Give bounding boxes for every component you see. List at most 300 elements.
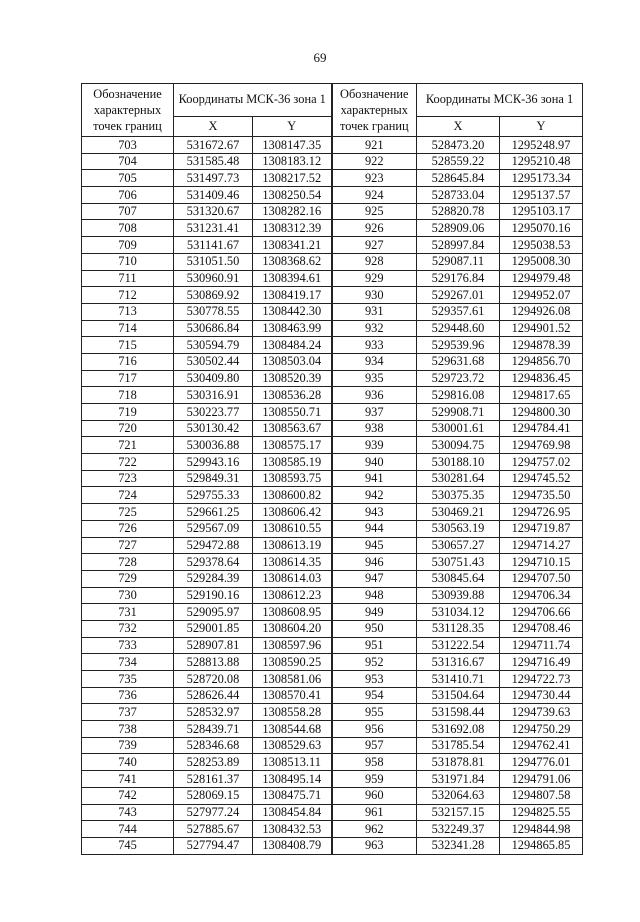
cell-x-left: 529472.88 xyxy=(174,537,253,554)
cell-x-right: 530188.10 xyxy=(417,454,500,471)
cell-x-left: 530223.77 xyxy=(174,404,253,421)
cell-y-right: 1294807.58 xyxy=(500,787,583,804)
header-point-label-right: Обозначение характерных точек границ xyxy=(332,84,417,137)
cell-x-left: 529190.16 xyxy=(174,587,253,604)
cell-y-left: 1308513.11 xyxy=(253,754,332,771)
header-x-right: X xyxy=(417,116,500,136)
cell-x-right: 530845.64 xyxy=(417,570,500,587)
table-row xyxy=(82,253,583,270)
table-row xyxy=(82,570,583,587)
cell-point-id-right: 922 xyxy=(332,153,417,170)
cell-y-left: 1308475.71 xyxy=(253,787,332,804)
cell-point-id-left: 736 xyxy=(82,687,174,704)
cell-y-left: 1308312.39 xyxy=(253,220,332,237)
cell-x-right: 531034.12 xyxy=(417,604,500,621)
cell-y-right: 1294714.27 xyxy=(500,537,583,554)
cell-x-right: 531316.67 xyxy=(417,654,500,671)
cell-point-id-left: 713 xyxy=(82,303,174,320)
cell-point-id-left: 704 xyxy=(82,153,174,170)
cell-x-left: 528069.15 xyxy=(174,787,253,804)
cell-x-left: 530409.80 xyxy=(174,370,253,387)
cell-y-right: 1294825.55 xyxy=(500,804,583,821)
cell-x-right: 531692.08 xyxy=(417,721,500,738)
cell-y-right: 1294707.50 xyxy=(500,570,583,587)
cell-x-right: 529176.84 xyxy=(417,270,500,287)
cell-point-id-right: 933 xyxy=(332,337,417,354)
cell-y-left: 1308250.54 xyxy=(253,187,332,204)
cell-x-left: 530686.84 xyxy=(174,320,253,337)
cell-point-id-left: 718 xyxy=(82,387,174,404)
cell-point-id-left: 706 xyxy=(82,187,174,204)
cell-y-left: 1308590.25 xyxy=(253,654,332,671)
cell-point-id-left: 707 xyxy=(82,203,174,220)
table-row xyxy=(82,537,583,554)
cell-x-left: 528720.08 xyxy=(174,671,253,688)
cell-x-right: 528473.20 xyxy=(417,137,500,154)
cell-x-left: 529001.85 xyxy=(174,620,253,637)
cell-x-right: 529816.08 xyxy=(417,387,500,404)
cell-point-id-left: 737 xyxy=(82,704,174,721)
cell-point-id-right: 921 xyxy=(332,137,417,154)
cell-x-right: 531128.35 xyxy=(417,620,500,637)
cell-x-right: 530563.19 xyxy=(417,520,500,537)
cell-x-right: 531971.84 xyxy=(417,771,500,788)
cell-x-right: 529267.01 xyxy=(417,287,500,304)
cell-y-right: 1294776.01 xyxy=(500,754,583,771)
cell-point-id-left: 708 xyxy=(82,220,174,237)
cell-y-right: 1294706.66 xyxy=(500,604,583,621)
cell-y-left: 1308608.95 xyxy=(253,604,332,621)
cell-y-right: 1294784.41 xyxy=(500,420,583,437)
cell-y-left: 1308484.24 xyxy=(253,337,332,354)
table-row xyxy=(82,320,583,337)
cell-point-id-left: 710 xyxy=(82,253,174,270)
cell-x-left: 530502.44 xyxy=(174,353,253,370)
cell-point-id-right: 955 xyxy=(332,704,417,721)
header-coord-group-left: Координаты МСК-36 зона 1 xyxy=(174,84,332,117)
cell-x-left: 529849.31 xyxy=(174,470,253,487)
cell-y-left: 1308597.96 xyxy=(253,637,332,654)
cell-y-right: 1295038.53 xyxy=(500,237,583,254)
cell-x-right: 529448.60 xyxy=(417,320,500,337)
cell-y-left: 1308147.35 xyxy=(253,137,332,154)
coordinates-table xyxy=(81,83,583,855)
cell-x-left: 529567.09 xyxy=(174,520,253,537)
cell-x-left: 529943.16 xyxy=(174,454,253,471)
cell-point-id-right: 925 xyxy=(332,203,417,220)
cell-x-right: 528820.78 xyxy=(417,203,500,220)
cell-y-left: 1308593.75 xyxy=(253,470,332,487)
cell-x-right: 530751.43 xyxy=(417,554,500,571)
cell-y-right: 1294711.74 xyxy=(500,637,583,654)
cell-point-id-left: 714 xyxy=(82,320,174,337)
cell-y-right: 1294708.46 xyxy=(500,620,583,637)
cell-x-left: 527977.24 xyxy=(174,804,253,821)
table-row xyxy=(82,821,583,838)
cell-x-right: 532064.63 xyxy=(417,787,500,804)
cell-x-left: 528161.37 xyxy=(174,771,253,788)
table-row xyxy=(82,487,583,504)
cell-point-id-left: 716 xyxy=(82,353,174,370)
header-x-left: X xyxy=(174,116,253,136)
cell-y-left: 1308550.71 xyxy=(253,404,332,421)
cell-y-right: 1294979.48 xyxy=(500,270,583,287)
page-number: 69 xyxy=(313,50,327,65)
cell-y-right: 1294769.98 xyxy=(500,437,583,454)
table-row xyxy=(82,370,583,387)
cell-point-id-left: 739 xyxy=(82,737,174,754)
cell-point-id-right: 937 xyxy=(332,404,417,421)
cell-y-left: 1308432.53 xyxy=(253,821,332,838)
table-row xyxy=(82,404,583,421)
cell-y-right: 1294706.34 xyxy=(500,587,583,604)
cell-point-id-left: 715 xyxy=(82,337,174,354)
cell-x-right: 530469.21 xyxy=(417,504,500,521)
cell-y-right: 1294719.87 xyxy=(500,520,583,537)
cell-point-id-left: 723 xyxy=(82,470,174,487)
table-row xyxy=(82,721,583,738)
cell-y-right: 1294865.85 xyxy=(500,837,583,854)
cell-point-id-left: 742 xyxy=(82,787,174,804)
cell-point-id-left: 712 xyxy=(82,287,174,304)
cell-x-right: 529631.68 xyxy=(417,353,500,370)
table-row xyxy=(82,337,583,354)
table-row xyxy=(82,203,583,220)
table-body xyxy=(82,137,583,855)
cell-point-id-right: 946 xyxy=(332,554,417,571)
cell-point-id-right: 942 xyxy=(332,487,417,504)
cell-point-id-right: 944 xyxy=(332,520,417,537)
cell-point-id-right: 934 xyxy=(332,353,417,370)
cell-point-id-right: 927 xyxy=(332,237,417,254)
table-row xyxy=(82,187,583,204)
cell-x-left: 528439.71 xyxy=(174,721,253,738)
table-row xyxy=(82,654,583,671)
cell-y-left: 1308394.61 xyxy=(253,270,332,287)
cell-y-right: 1295210.48 xyxy=(500,153,583,170)
cell-point-id-left: 741 xyxy=(82,771,174,788)
cell-x-left: 529284.39 xyxy=(174,570,253,587)
table-row xyxy=(82,704,583,721)
cell-x-right: 532249.37 xyxy=(417,821,500,838)
cell-y-right: 1294926.08 xyxy=(500,303,583,320)
cell-x-left: 531051.50 xyxy=(174,253,253,270)
cell-point-id-left: 745 xyxy=(82,837,174,854)
cell-x-left: 529378.64 xyxy=(174,554,253,571)
cell-point-id-right: 940 xyxy=(332,454,417,471)
cell-point-id-right: 952 xyxy=(332,654,417,671)
cell-x-left: 531672.67 xyxy=(174,137,253,154)
cell-point-id-right: 958 xyxy=(332,754,417,771)
cell-x-left: 528907.81 xyxy=(174,637,253,654)
cell-point-id-right: 943 xyxy=(332,504,417,521)
cell-point-id-right: 956 xyxy=(332,721,417,738)
table-row xyxy=(82,153,583,170)
cell-y-right: 1295070.16 xyxy=(500,220,583,237)
cell-y-right: 1294901.52 xyxy=(500,320,583,337)
cell-y-right: 1295248.97 xyxy=(500,137,583,154)
cell-x-left: 530594.79 xyxy=(174,337,253,354)
cell-y-left: 1308529.63 xyxy=(253,737,332,754)
cell-y-left: 1308612.23 xyxy=(253,587,332,604)
cell-point-id-left: 705 xyxy=(82,170,174,187)
cell-x-left: 531231.41 xyxy=(174,220,253,237)
table-row xyxy=(82,420,583,437)
cell-point-id-left: 732 xyxy=(82,620,174,637)
cell-y-right: 1294745.52 xyxy=(500,470,583,487)
cell-y-left: 1308600.82 xyxy=(253,487,332,504)
table-row xyxy=(82,504,583,521)
cell-y-right: 1294735.50 xyxy=(500,487,583,504)
cell-y-left: 1308613.19 xyxy=(253,537,332,554)
cell-point-id-right: 938 xyxy=(332,420,417,437)
cell-point-id-left: 719 xyxy=(82,404,174,421)
cell-point-id-left: 731 xyxy=(82,604,174,621)
cell-point-id-left: 711 xyxy=(82,270,174,287)
cell-y-right: 1294716.49 xyxy=(500,654,583,671)
cell-x-right: 531598.44 xyxy=(417,704,500,721)
cell-point-id-right: 947 xyxy=(332,570,417,587)
cell-y-left: 1308217.52 xyxy=(253,170,332,187)
cell-x-left: 531141.67 xyxy=(174,237,253,254)
cell-x-right: 531785.54 xyxy=(417,737,500,754)
cell-point-id-left: 744 xyxy=(82,821,174,838)
table-row xyxy=(82,754,583,771)
cell-point-id-right: 931 xyxy=(332,303,417,320)
cell-point-id-right: 924 xyxy=(332,187,417,204)
table-row xyxy=(82,237,583,254)
cell-x-right: 530001.61 xyxy=(417,420,500,437)
cell-point-id-left: 738 xyxy=(82,721,174,738)
cell-x-left: 528253.89 xyxy=(174,754,253,771)
cell-point-id-left: 724 xyxy=(82,487,174,504)
cell-x-right: 530094.75 xyxy=(417,437,500,454)
cell-y-right: 1295103.17 xyxy=(500,203,583,220)
cell-point-id-left: 734 xyxy=(82,654,174,671)
cell-y-left: 1308575.17 xyxy=(253,437,332,454)
cell-x-right: 531504.64 xyxy=(417,687,500,704)
cell-x-right: 529539.96 xyxy=(417,337,500,354)
table-row xyxy=(82,587,583,604)
cell-x-left: 529095.97 xyxy=(174,604,253,621)
cell-point-id-right: 935 xyxy=(332,370,417,387)
cell-x-left: 529661.25 xyxy=(174,504,253,521)
cell-x-right: 531410.71 xyxy=(417,671,500,688)
cell-x-left: 528346.68 xyxy=(174,737,253,754)
table-row xyxy=(82,454,583,471)
cell-point-id-left: 725 xyxy=(82,504,174,521)
cell-y-right: 1294878.39 xyxy=(500,337,583,354)
cell-point-id-right: 950 xyxy=(332,620,417,637)
cell-y-right: 1294762.41 xyxy=(500,737,583,754)
cell-point-id-right: 951 xyxy=(332,637,417,654)
cell-y-right: 1294710.15 xyxy=(500,554,583,571)
cell-point-id-left: 740 xyxy=(82,754,174,771)
cell-y-left: 1308442.30 xyxy=(253,303,332,320)
cell-point-id-right: 941 xyxy=(332,470,417,487)
header-point-label-left: Обозначение характерных точек границ xyxy=(82,84,174,137)
table-row xyxy=(82,270,583,287)
cell-x-right: 530281.64 xyxy=(417,470,500,487)
cell-y-left: 1308604.20 xyxy=(253,620,332,637)
cell-y-right: 1294739.63 xyxy=(500,704,583,721)
table-row xyxy=(82,737,583,754)
cell-point-id-right: 939 xyxy=(332,437,417,454)
cell-y-right: 1294730.44 xyxy=(500,687,583,704)
table-row xyxy=(82,637,583,654)
table-row xyxy=(82,671,583,688)
cell-y-left: 1308536.28 xyxy=(253,387,332,404)
cell-x-left: 531320.67 xyxy=(174,203,253,220)
cell-x-left: 531585.48 xyxy=(174,153,253,170)
cell-y-right: 1294856.70 xyxy=(500,353,583,370)
cell-point-id-right: 959 xyxy=(332,771,417,788)
cell-point-id-left: 720 xyxy=(82,420,174,437)
cell-point-id-right: 926 xyxy=(332,220,417,237)
table-row xyxy=(82,804,583,821)
cell-y-left: 1308282.16 xyxy=(253,203,332,220)
cell-y-right: 1294722.73 xyxy=(500,671,583,688)
table-row xyxy=(82,687,583,704)
header-y-left: Y xyxy=(253,116,332,136)
cell-point-id-left: 722 xyxy=(82,454,174,471)
cell-y-left: 1308614.35 xyxy=(253,554,332,571)
cell-x-right: 528559.22 xyxy=(417,153,500,170)
cell-x-right: 529908.71 xyxy=(417,404,500,421)
cell-point-id-right: 957 xyxy=(332,737,417,754)
cell-y-right: 1294791.06 xyxy=(500,771,583,788)
cell-point-id-right: 929 xyxy=(332,270,417,287)
cell-point-id-right: 936 xyxy=(332,387,417,404)
table-row xyxy=(82,837,583,854)
table-row xyxy=(82,787,583,804)
cell-x-left: 530316.91 xyxy=(174,387,253,404)
cell-point-id-right: 961 xyxy=(332,804,417,821)
table-row xyxy=(82,387,583,404)
cell-point-id-left: 717 xyxy=(82,370,174,387)
cell-point-id-right: 923 xyxy=(332,170,417,187)
cell-y-right: 1294817.65 xyxy=(500,387,583,404)
cell-y-left: 1308544.68 xyxy=(253,721,332,738)
cell-x-right: 532157.15 xyxy=(417,804,500,821)
header-y-right: Y xyxy=(500,116,583,136)
cell-y-left: 1308581.06 xyxy=(253,671,332,688)
cell-y-left: 1308570.41 xyxy=(253,687,332,704)
cell-y-right: 1295008.30 xyxy=(500,253,583,270)
cell-y-right: 1295137.57 xyxy=(500,187,583,204)
table-row xyxy=(82,303,583,320)
cell-point-id-right: 930 xyxy=(332,287,417,304)
cell-x-left: 530869.92 xyxy=(174,287,253,304)
cell-y-left: 1308341.21 xyxy=(253,237,332,254)
cell-y-left: 1308614.03 xyxy=(253,570,332,587)
cell-x-right: 529087.11 xyxy=(417,253,500,270)
cell-point-id-left: 709 xyxy=(82,237,174,254)
cell-point-id-right: 948 xyxy=(332,587,417,604)
cell-y-left: 1308503.04 xyxy=(253,353,332,370)
cell-point-id-right: 962 xyxy=(332,821,417,838)
cell-y-right: 1295173.34 xyxy=(500,170,583,187)
cell-x-right: 530375.35 xyxy=(417,487,500,504)
cell-y-left: 1308563.67 xyxy=(253,420,332,437)
cell-point-id-left: 729 xyxy=(82,570,174,587)
cell-point-id-right: 960 xyxy=(332,787,417,804)
cell-y-left: 1308419.17 xyxy=(253,287,332,304)
cell-x-right: 528645.84 xyxy=(417,170,500,187)
cell-point-id-left: 703 xyxy=(82,137,174,154)
table-row xyxy=(82,771,583,788)
cell-y-right: 1294844.98 xyxy=(500,821,583,838)
cell-y-left: 1308610.55 xyxy=(253,520,332,537)
cell-x-right: 528733.04 xyxy=(417,187,500,204)
cell-y-right: 1294726.95 xyxy=(500,504,583,521)
cell-y-right: 1294800.30 xyxy=(500,404,583,421)
cell-y-right: 1294757.02 xyxy=(500,454,583,471)
table-row xyxy=(82,287,583,304)
cell-point-id-right: 963 xyxy=(332,837,417,854)
cell-x-right: 528997.84 xyxy=(417,237,500,254)
table-row xyxy=(82,620,583,637)
cell-point-id-right: 954 xyxy=(332,687,417,704)
cell-point-id-left: 727 xyxy=(82,537,174,554)
cell-y-left: 1308495.14 xyxy=(253,771,332,788)
cell-x-right: 530939.88 xyxy=(417,587,500,604)
cell-y-left: 1308368.62 xyxy=(253,253,332,270)
cell-point-id-left: 735 xyxy=(82,671,174,688)
cell-x-left: 530960.91 xyxy=(174,270,253,287)
table-row xyxy=(82,554,583,571)
cell-y-left: 1308520.39 xyxy=(253,370,332,387)
cell-y-left: 1308183.12 xyxy=(253,153,332,170)
cell-y-left: 1308606.42 xyxy=(253,504,332,521)
cell-point-id-left: 733 xyxy=(82,637,174,654)
table-row xyxy=(82,470,583,487)
cell-x-left: 527885.67 xyxy=(174,821,253,838)
cell-x-left: 527794.47 xyxy=(174,837,253,854)
cell-x-left: 530036.88 xyxy=(174,437,253,454)
cell-x-right: 530657.27 xyxy=(417,537,500,554)
table-row xyxy=(82,353,583,370)
cell-point-id-left: 721 xyxy=(82,437,174,454)
table-row xyxy=(82,220,583,237)
table-row xyxy=(82,437,583,454)
cell-x-left: 531409.46 xyxy=(174,187,253,204)
header-coord-group-right: Координаты МСК-36 зона 1 xyxy=(417,84,583,117)
table-row xyxy=(82,170,583,187)
cell-point-id-right: 953 xyxy=(332,671,417,688)
cell-point-id-right: 945 xyxy=(332,537,417,554)
cell-x-left: 528626.44 xyxy=(174,687,253,704)
cell-y-left: 1308558.28 xyxy=(253,704,332,721)
cell-y-right: 1294836.45 xyxy=(500,370,583,387)
cell-x-left: 530130.42 xyxy=(174,420,253,437)
table-row xyxy=(82,520,583,537)
cell-point-id-right: 932 xyxy=(332,320,417,337)
cell-y-left: 1308454.84 xyxy=(253,804,332,821)
cell-point-id-right: 949 xyxy=(332,604,417,621)
cell-x-right: 529357.61 xyxy=(417,303,500,320)
cell-x-right: 532341.28 xyxy=(417,837,500,854)
cell-point-id-left: 730 xyxy=(82,587,174,604)
cell-y-left: 1308463.99 xyxy=(253,320,332,337)
cell-y-left: 1308408.79 xyxy=(253,837,332,854)
cell-y-right: 1294750.29 xyxy=(500,721,583,738)
cell-x-left: 528532.97 xyxy=(174,704,253,721)
table-row xyxy=(82,137,583,154)
table-row xyxy=(82,604,583,621)
cell-x-left: 530778.55 xyxy=(174,303,253,320)
cell-x-left: 531497.73 xyxy=(174,170,253,187)
